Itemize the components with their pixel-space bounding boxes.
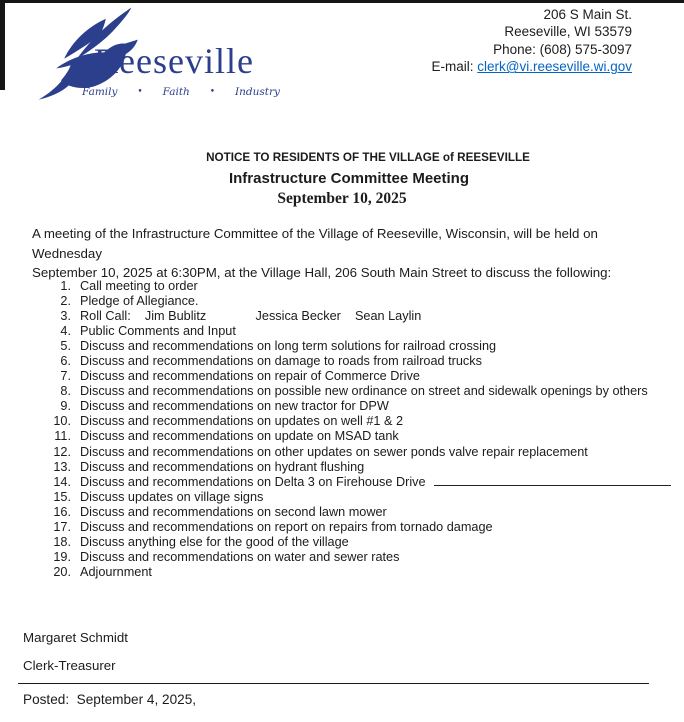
agenda-item [45, 279, 677, 294]
agenda-item-number: 10. [53, 414, 71, 429]
email-label: E-mail: [431, 59, 478, 75]
agenda-item-number: 9. [60, 399, 71, 414]
tagline-word-family: Family [82, 86, 118, 98]
address-line-1: 206 S Main St. [543, 7, 632, 22]
posted-date: Posted: September 4, 2025, [23, 692, 197, 707]
agenda-item-number: 3. [60, 309, 71, 324]
agenda-item-number: 5. [60, 339, 71, 354]
agenda-item-text: Discuss and recommendations on long term solutions for railroad crossing [80, 339, 497, 354]
agenda-item [45, 520, 677, 535]
agenda-item-number: 13. [53, 459, 71, 474]
agenda-item-number: 12. [53, 444, 71, 459]
agenda-item-number: 6. [60, 354, 71, 369]
agenda-item [45, 550, 677, 565]
contact-block [431, 6, 632, 76]
address-line-2: Reeseville, WI 53579 [504, 24, 632, 40]
agenda-item-number: 14. [53, 474, 71, 489]
agenda-item [45, 475, 677, 490]
footer-divider-line [18, 683, 649, 684]
agenda-item-text: Discuss and recommendations on other updates on sewer ponds valve repair replacement [80, 444, 588, 459]
agenda-item [45, 414, 677, 429]
agenda-item-number: 1. [60, 279, 71, 293]
meeting-date: September 10, 2025 [277, 190, 407, 207]
agenda-item-text: Public Comments and Input [80, 324, 236, 339]
email-line [431, 58, 632, 75]
village-logo [28, 4, 288, 109]
agenda-item [45, 294, 677, 309]
agenda-item-text: Discuss and recommendations on updates on well #1 & 2 [80, 414, 404, 429]
agenda-item-text: Discuss and recommendations on repair of Commerce Drive [80, 369, 420, 384]
agenda-item-text: Discuss and recommendations on second lawn mower [80, 504, 387, 519]
agenda-item-text: Discuss and recommendations on report on repairs from tornado damage [80, 519, 493, 534]
agenda-item [45, 535, 677, 550]
agenda-item [45, 324, 677, 339]
agenda-item-text: Roll Call: Jim Bublitz Jessica Becker Sean Laylin [80, 309, 422, 324]
agenda-item [45, 460, 677, 475]
intro-line-2: September 10, 2025 at 6:30PM, at the Village Hall, 206 South Main Street to discuss the following: [32, 265, 612, 280]
signer-name: Margaret Schmidt [23, 630, 128, 645]
agenda-item-text: Discuss and recommendations on possible new ordinance on street and sidewalk openings by others [80, 384, 648, 399]
agenda-item-number: 20. [53, 564, 71, 579]
agenda-item [45, 384, 677, 399]
agenda-item [45, 445, 677, 460]
agenda-item-text: Pledge of Allegiance. [80, 294, 199, 309]
agenda-item-number: 17. [53, 519, 71, 534]
agenda-item-text: Call meeting to order [80, 279, 198, 293]
agenda-item-number: 16. [53, 504, 71, 519]
notice-title: NOTICE TO RESIDENTS OF THE VILLAGE of REESEVILLE [206, 151, 530, 164]
agenda-item [45, 565, 677, 580]
agenda-item [45, 339, 677, 354]
agenda-item-text: Discuss and recommendations on damage to roads from railroad trucks [80, 354, 482, 369]
scan-artifact-left-edge-mark [0, 0, 5, 90]
intro-paragraph [32, 224, 652, 283]
agenda-item [45, 309, 677, 324]
intro-line-1: A meeting of the Infrastructure Committee of the Village of Reeseville, Wisconsin, will be held on Wednesday [32, 226, 598, 261]
agenda-item [45, 505, 677, 520]
bullet-icon: • [137, 87, 143, 97]
agenda-item [45, 399, 677, 414]
agenda-item [45, 429, 677, 444]
agenda-item-number: 2. [60, 294, 71, 309]
logo-wordmark: Reeseville [94, 41, 254, 81]
agenda-item-text: Discuss and recommendations on hydrant flushing [80, 459, 365, 474]
agenda-item-text: Discuss anything else for the good of the village [80, 534, 349, 549]
phone-line: Phone: (608) 575-3097 [493, 41, 632, 57]
agenda-item-text: Discuss and recommendations on Delta 3 on Firehouse Drive [80, 474, 426, 489]
signer-title: Clerk-Treasurer [23, 658, 116, 673]
agenda-item [45, 490, 677, 505]
scan-artifact-top-edge-line [0, 0, 684, 3]
agenda-item-text: Discuss and recommendations on water and sewer rates [80, 549, 400, 564]
agenda-item-text: Adjournment [80, 564, 152, 579]
agenda-item-text: Discuss and recommendations on update on MSAD tank [80, 429, 399, 444]
agenda-item-number: 4. [60, 324, 71, 339]
agenda-list [45, 279, 677, 580]
blank-signature-line [434, 484, 671, 486]
tagline-word-industry: Industry [235, 86, 280, 98]
tagline-word-faith: Faith [162, 86, 190, 98]
bullet-icon: • [209, 87, 216, 97]
agenda-item-number: 7. [60, 369, 71, 384]
agenda-item-number: 19. [53, 549, 71, 564]
agenda-item-number: 18. [53, 534, 71, 549]
agenda-item [45, 369, 677, 384]
agenda-item-number: 11. [54, 429, 71, 444]
logo-tagline [82, 86, 280, 98]
agenda-item [45, 354, 677, 369]
agenda-item-number: 15. [53, 489, 71, 504]
email-link[interactable]: clerk@vi.reeseville.wi.gov [477, 59, 632, 75]
agenda-item-text: Discuss and recommendations on new tractor for DPW [80, 399, 389, 414]
agenda-item-number: 8. [60, 384, 71, 399]
meeting-title: Infrastructure Committee Meeting [228, 170, 470, 187]
agenda-item-text: Discuss updates on village signs [80, 489, 264, 504]
